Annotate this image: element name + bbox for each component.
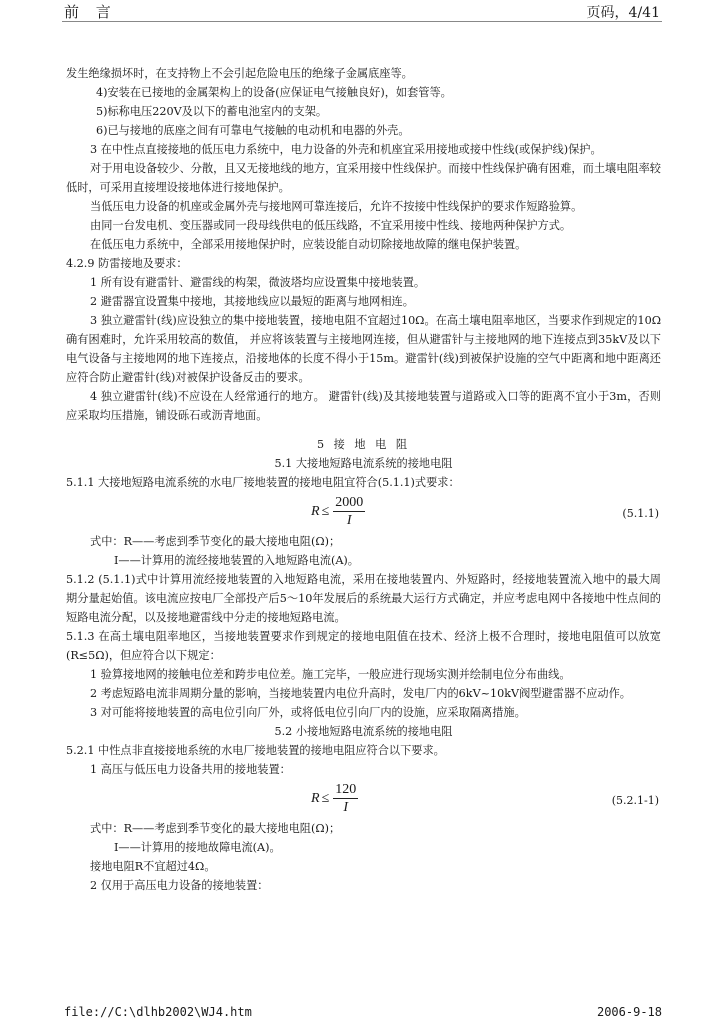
formula-denominator: I [343,800,349,815]
paragraph: 4)安装在已接地的金属架构上的设备(应保证电气接触良好)，如套管等。 [96,86,452,99]
paragraph: 3 对可能将接地装置的高电位引向厂外，或将低电位引向厂内的设施，应采取隔离措施。 [90,706,526,719]
paragraph: 2 考虑短路电流非周期分量的影响，当接地装置内电位升高时，发电厂内的6kV~10kV阀型避雷器不应动作。 [90,687,631,700]
subsection-heading: 5.1 大接地短路电流系统的接地电阻 [274,457,453,470]
formula-number: (5.2.1-1) [611,794,659,807]
formula-numerator: 2000 [335,495,364,510]
print-date: 2006-9-18 [596,1005,662,1019]
paragraph: 发生绝缘损坏时，在支持物上不会引起危险电压的绝缘子金属底座等。 [66,67,413,80]
formula [66,492,661,532]
formula-relation: ≤ [321,504,330,519]
subsection-heading: 5.2 小接地短路电流系统的接地电阻 [274,725,453,738]
document-body [66,64,661,895]
paragraph: 4 独立避雷针(线)不应设在人经常通行的地方。 避雷针(线)及其接地装置与道路或入口等的距离不宜小于3m，否则应采取均压措施，铺设砾石或沥青地面。 [66,390,661,422]
formula [66,779,661,819]
paragraph: 1 验算接地网的接触电位差和跨步电位差。施工完毕，一般应进行现场实测并绘制电位分布曲线。 [90,668,571,681]
paragraph: 5)标称电压220V及以下的蓄电池室内的支架。 [96,105,328,118]
paragraph: 当低压电力设备的机座或金属外壳与接地网可靠连接后，允许不按接中性线保护的要求作短路验算。 [90,200,583,213]
paragraph: 式中：R——考虑到季节变化的最大接地电阻(Ω)； [90,535,341,548]
paragraph: 2 避雷器宜设置集中接地，其接地线应以最短的距离与地网相连。 [90,295,414,308]
paragraph: 5.1.2 (5.1.1)式中计算用流经接地装置的入地短路电流，采用在接地装置内、外短路时，经接地装置流入地中的最大周期分量起始值。该电流应按电厂全部投产后5～10年发展后的系统最大运行方式确定，并应考虑电网中各接地中性点间的短路电流分配，以及接地避雷线中分走的接地短路电流。 [66,573,661,624]
formula-lhs: R [311,791,320,806]
header-title: 前 言 [64,3,117,21]
formula-numerator: 120 [335,782,357,797]
paragraph: 式中：R——考虑到季节变化的最大接地电阻(Ω)； [90,822,341,835]
formula-relation: ≤ [321,791,330,806]
formula-number: (5.1.1) [622,507,659,520]
formula-denominator: I [346,513,352,528]
page-footer [64,1005,662,1023]
paragraph: 1 高压与低压电力设备共用的接地装置： [90,763,291,776]
paragraph: 3 独立避雷针(线)应设独立的集中接地装置，接地电阻不宜超过10Ω。在高土壤电阻率地区，当要求作到规定的10Ω确有困难时，允许采用较高的数值， 并应将该装置与主接地网连接，但从避雷针与主接地网的地下连接点到35kV及以下电气设备与主接地网的地下连接点，沿接地体的长度不得小于15m。避雷针(线)到被保护设施的空气中距离和地中距离还应符合防止避雷针(线)对被保护设备反击的要求。 [66,314,661,384]
paragraph: I——计算用的接地故障电流(A)。 [114,841,281,854]
page-header [0,0,724,22]
paragraph: 5.2.1 中性点非直接接地系统的水电厂接地装置的接地电阻应符合以下要求。 [66,744,445,757]
paragraph: 5.1.1 大接地短路电流系统的水电厂接地装置的接地电阻宜符合(5.1.1)式要求： [66,476,460,489]
paragraph: 5.1.3 在高土壤电阻率地区，当接地装置要求作到规定的接地电阻值在技术、经济上极不合理时，接地电阻值可以放宽(R≤5Ω)，但应符合以下规定： [66,630,661,662]
paragraph: 在低压电力系统中，全部采用接地保护时，应装设能自动切除接地故障的继电保护装置。 [90,238,527,251]
section-heading: 5 接 地 电 阻 [316,438,411,451]
page-number: 页码，4/41 [586,5,660,21]
paragraph: I——计算用的流经接地装置的入地短路电流(A)。 [114,554,359,567]
clause-heading: 4.2.9 防雷接地及要求： [66,257,188,270]
paragraph: 2 仅用于高压电力设备的接地装置： [90,879,269,892]
paragraph: 接地电阻R不宜超过4Ω。 [90,860,216,873]
paragraph: 3 在中性点直接接地的低压电力系统中，电力设备的外壳和机座宜采用接地或接中性线(或保护线)保护。 [90,143,602,156]
paragraph: 6)已与接地的底座之间有可靠电气接触的电动机和电器的外壳。 [96,124,410,137]
paragraph: 由同一台发电机、变压器或同一段母线供电的低压线路，不宜采用接中性线、接地两种保护方式。 [90,219,572,232]
header-divider [62,21,662,22]
file-path: file://C:\dlhb2002\WJ4.htm [64,1005,252,1019]
paragraph: 1 所有设有避雷针、避雷线的构架，微波塔均应设置集中接地装置。 [90,276,426,289]
paragraph: 对于用电设备较少、分散，且又无接地线的地方，宜采用接中性线保护。而接中性线保护确有困难，而土壤电阻率较低时，可采用直接埋设接地体进行接地保护。 [66,162,661,194]
formula-lhs: R [311,504,320,519]
